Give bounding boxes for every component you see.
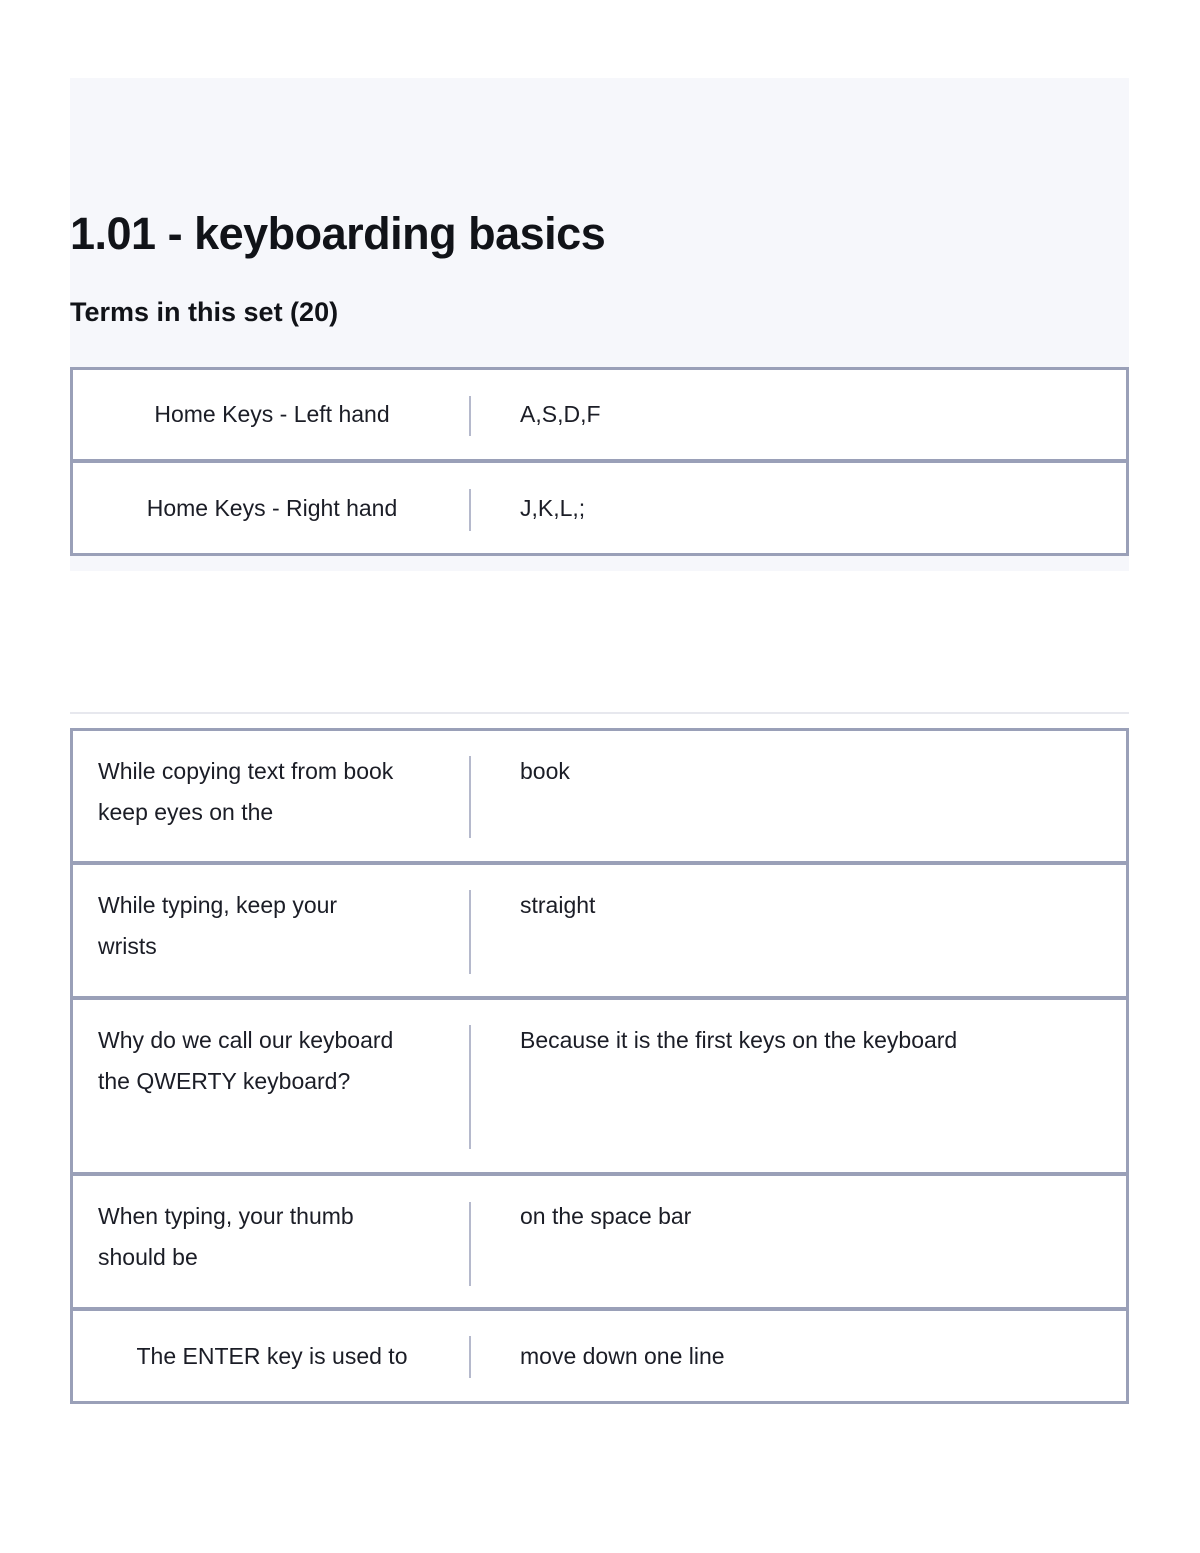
term-card[interactable] [70, 997, 1129, 1175]
page-title: 1.01 - keyboarding basics [70, 208, 606, 259]
terms-count-heading: Terms in this set (20) [70, 297, 339, 327]
term-text: Why do we call our keyboard the QWERTY keyboard? [98, 1027, 394, 1094]
term-card[interactable] [70, 1173, 1129, 1310]
definition-text: move down one line [520, 1342, 725, 1369]
term-text: The ENTER key is used to [136, 1342, 408, 1369]
term-text: While typing, keep your wrists [98, 892, 338, 959]
section-divider [70, 712, 1129, 714]
definition-text: Because it is the first keys on the keyboard [520, 1027, 958, 1053]
term-text: Home Keys - Left hand [154, 401, 390, 427]
term-text: While copying text from book keep eyes on the [98, 758, 394, 825]
term-card[interactable] [70, 367, 1129, 462]
term-text: When typing, your thumb should be [98, 1203, 354, 1270]
term-text: Home Keys - Right hand [146, 494, 398, 521]
card-divider [469, 489, 471, 531]
definition-text: book [520, 758, 570, 784]
card-divider [469, 396, 471, 436]
card-divider [469, 756, 471, 838]
term-card[interactable] [70, 1308, 1129, 1404]
card-divider [469, 1336, 471, 1378]
card-divider [469, 890, 471, 974]
term-card[interactable] [70, 460, 1129, 556]
term-card[interactable] [70, 728, 1129, 864]
definition-text: J,K,L,; [520, 494, 586, 521]
card-divider [469, 1202, 471, 1286]
definition-text: straight [520, 892, 596, 918]
term-card[interactable] [70, 862, 1129, 999]
definition-text: A,S,D,F [520, 401, 601, 427]
card-divider [469, 1025, 471, 1149]
definition-text: on the space bar [520, 1203, 692, 1229]
